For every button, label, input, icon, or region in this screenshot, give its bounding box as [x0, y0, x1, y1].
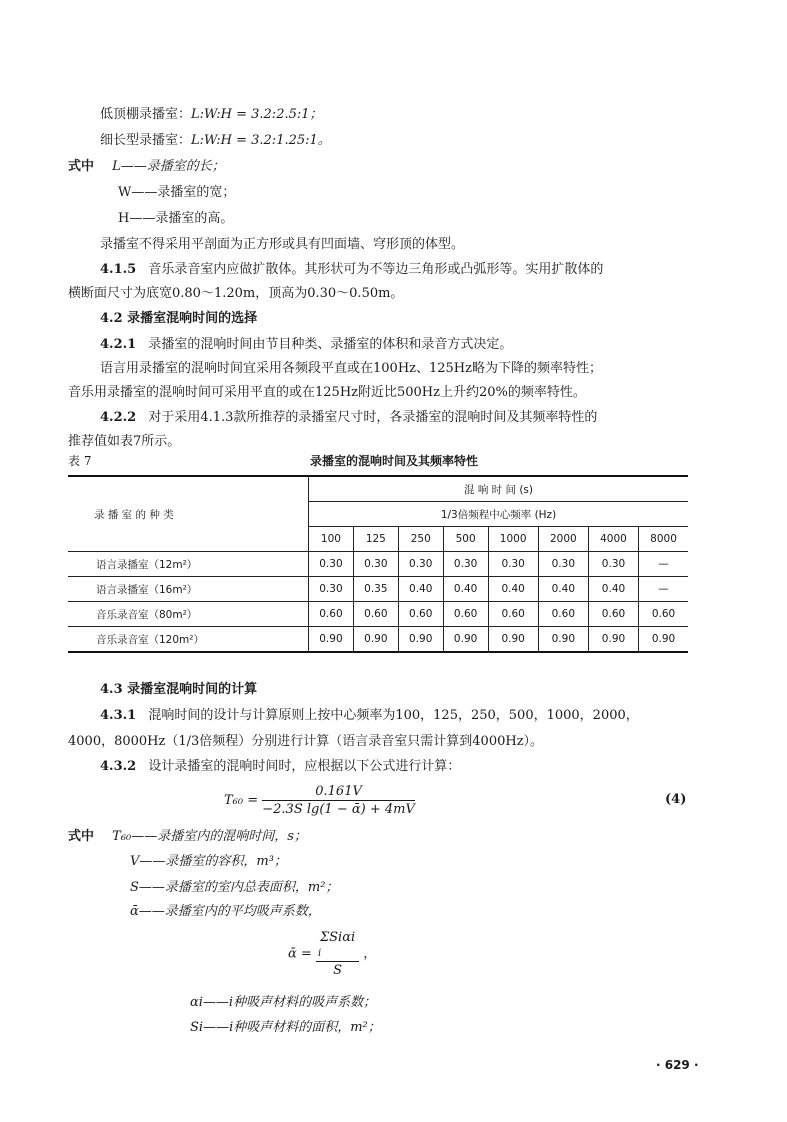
value-cell: 0.40: [538, 577, 588, 602]
value-cell: 0.90: [443, 627, 488, 653]
value-cell: 0.60: [538, 602, 588, 627]
formula-lhs: T₆₀ =: [224, 793, 259, 808]
value-cell: 0.90: [588, 627, 638, 653]
rt-header: 混 响 时 间 (s): [309, 476, 689, 502]
alpha-fraction: [316, 930, 359, 978]
row-name: 音乐录音室（80m²）: [68, 602, 309, 627]
section-4-3-2: [100, 758, 460, 776]
equation-number: (4): [665, 792, 687, 807]
freq-cell: 250: [398, 527, 443, 552]
value-cell: 0.60: [353, 602, 398, 627]
paragraph-shape: 录播室不得采用平剖面为正方形或具有凹面墙、穹形顶的体型。: [100, 237, 465, 252]
section-4-2-2-line2: 推荐值如表7所示。: [68, 434, 181, 449]
table-header-row: [68, 476, 688, 502]
value-cell: 0.90: [398, 627, 443, 653]
kind-header: 录 播 室 的 种 类: [68, 476, 309, 552]
table-label: 表 7: [68, 454, 92, 468]
value-cell: 0.30: [353, 552, 398, 577]
section-text: 录播室的混响时间由节目种类、录播室的体积和录音方式决定。: [148, 337, 513, 352]
section-text: 设计录播室的混响时间时，应根据以下公式进行计算：: [148, 759, 461, 774]
freq-cell: 2000: [538, 527, 588, 552]
table-row: [68, 627, 688, 653]
ratio-low-ceiling: [100, 106, 323, 124]
paragraph-speech: 语言用录播室的混响时间宜采用各频段平直或在100Hz、125Hz略为下降的频率特性；: [100, 361, 602, 376]
value-cell: 0.60: [398, 602, 443, 627]
where-label: 式中: [68, 159, 95, 174]
value-cell: 0.30: [398, 552, 443, 577]
table-title: 录播室的混响时间及其频率特性: [309, 454, 478, 468]
reverb-formula: [224, 784, 415, 817]
section-number: 4.3.2: [100, 759, 137, 774]
freq-header: 1/3倍频程中心频率 (Hz): [309, 502, 689, 527]
value-cell: 0.90: [309, 627, 354, 653]
value-cell: 0.90: [488, 627, 538, 653]
symbol-def-V: V——录播室的容积，m³；: [130, 854, 287, 869]
alpha-formula: [288, 930, 376, 978]
value-cell: 0.60: [488, 602, 538, 627]
freq-cell: 100: [309, 527, 354, 552]
section-text: 混响时间的设计与计算原则上按中心频率为100，125，250，500，1000，2000，: [148, 708, 639, 723]
section-4-3-heading: 4.3 录播室混响时间的计算: [100, 682, 258, 697]
symbol-def-ai: αi——i种吸声材料的吸声系数；: [190, 995, 377, 1010]
value-cell: 0.30: [309, 552, 354, 577]
table-row: [68, 552, 688, 577]
row-name: 音乐录音室（120m²）: [68, 627, 309, 653]
section-4-2-2-line1: [100, 409, 597, 427]
value-cell: 0.30: [588, 552, 638, 577]
symbol-def-alpha: ᾱ——录播室内的平均吸声系数，: [130, 904, 321, 919]
value-cell: 0.60: [639, 602, 688, 627]
row-name: 语言录播室（16m²）: [68, 577, 309, 602]
freq-cell: 8000: [639, 527, 688, 552]
value-cell: 0.40: [443, 577, 488, 602]
formula-denominator: −2.3S lg(1 − ᾱ) + 4mV: [262, 802, 415, 817]
ratio-label: 细长型录播室：: [100, 133, 192, 148]
section-text: 对于采用4.1.3款所推荐的录播室尺寸时，各录播室的混响时间及其频率特性的: [148, 410, 598, 425]
definitions-intro: [68, 158, 225, 176]
def-length: L——录播室的长；: [112, 159, 225, 174]
value-cell: 0.90: [538, 627, 588, 653]
symbol-def-T: [68, 828, 307, 846]
alpha-numerator-text: ΣSiαi: [319, 930, 356, 945]
freq-cell: 4000: [588, 527, 638, 552]
section-4-1-5-line2: 横断面尺寸为底宽0.80～1.20m，顶高为0.30～0.50m。: [68, 286, 404, 301]
section-4-1-5-line1: [100, 261, 603, 279]
formula-numerator: 0.161V: [262, 784, 415, 801]
section-number: 4.2.2: [100, 410, 137, 425]
where-label: 式中: [68, 829, 95, 844]
formula-fraction: [262, 784, 415, 817]
ratio-value: L:W:H = 3.2:1.25:1。: [191, 133, 331, 148]
reverb-time-table: [68, 475, 688, 653]
value-cell: 0.35: [353, 577, 398, 602]
value-cell: 0.30: [443, 552, 488, 577]
section-text: 音乐录音室内应做扩散体。其形状可为不等边三角形或凸弧形等。实用扩散体的: [148, 262, 604, 277]
value-cell: 0.60: [309, 602, 354, 627]
freq-cell: 125: [353, 527, 398, 552]
section-number: 4.3.1: [100, 708, 137, 723]
ratio-label: 低顶棚录播室：: [100, 107, 192, 122]
def-text: T₆₀——录播室内的混响时间，s；: [112, 829, 307, 844]
alpha-denominator: S: [333, 963, 342, 978]
paragraph-music: 音乐用录播室的混响时间可采用平直的或在125Hz附近比500Hz上升约20%的频率特性。: [68, 385, 586, 400]
alpha-tail: ，: [363, 946, 377, 962]
value-cell: 0.30: [488, 552, 538, 577]
symbol-def-Si: Si——i种吸声材料的面积，m²；: [190, 1020, 381, 1035]
value-cell: 0.90: [639, 627, 688, 653]
freq-cell: 1000: [488, 527, 538, 552]
freq-cell: 500: [443, 527, 488, 552]
alpha-lhs: ᾱ =: [288, 946, 312, 962]
value-cell: 0.40: [398, 577, 443, 602]
section-number: 4.1.5: [100, 262, 137, 277]
section-4-3-1-line2: 4000，8000Hz（1/3倍频程）分别进行计算（语言录音室只需计算到4000Hz）。: [68, 734, 544, 749]
section-4-2-1: [100, 336, 512, 354]
value-cell: 0.40: [488, 577, 538, 602]
row-name: 语言录播室（12m²）: [68, 552, 309, 577]
value-cell: 0.60: [588, 602, 638, 627]
value-cell: —: [639, 577, 688, 602]
alpha-subscript: i: [317, 948, 322, 959]
value-cell: 0.60: [443, 602, 488, 627]
alpha-numerator: [316, 930, 359, 962]
page-number: · 629 ·: [656, 1058, 699, 1072]
table-row: [68, 577, 688, 602]
value-cell: 0.90: [353, 627, 398, 653]
value-cell: 0.30: [538, 552, 588, 577]
def-height: H——录播室的高。: [118, 211, 234, 226]
symbol-def-S: S——录播室的室内总表面积，m²；: [130, 880, 339, 895]
value-cell: 0.30: [309, 577, 354, 602]
def-width: W——录播室的宽；: [118, 185, 236, 200]
table-row: [68, 602, 688, 627]
section-number: 4.2.1: [100, 337, 137, 352]
value-cell: 0.40: [588, 577, 638, 602]
ratio-value: L:W:H = 3.2:2.5:1；: [191, 107, 323, 122]
ratio-long-narrow: [100, 132, 331, 150]
section-4-2-heading: 4.2 录播室混响时间的选择: [100, 311, 258, 326]
value-cell: —: [639, 552, 688, 577]
section-4-3-1-line1: [100, 707, 639, 725]
